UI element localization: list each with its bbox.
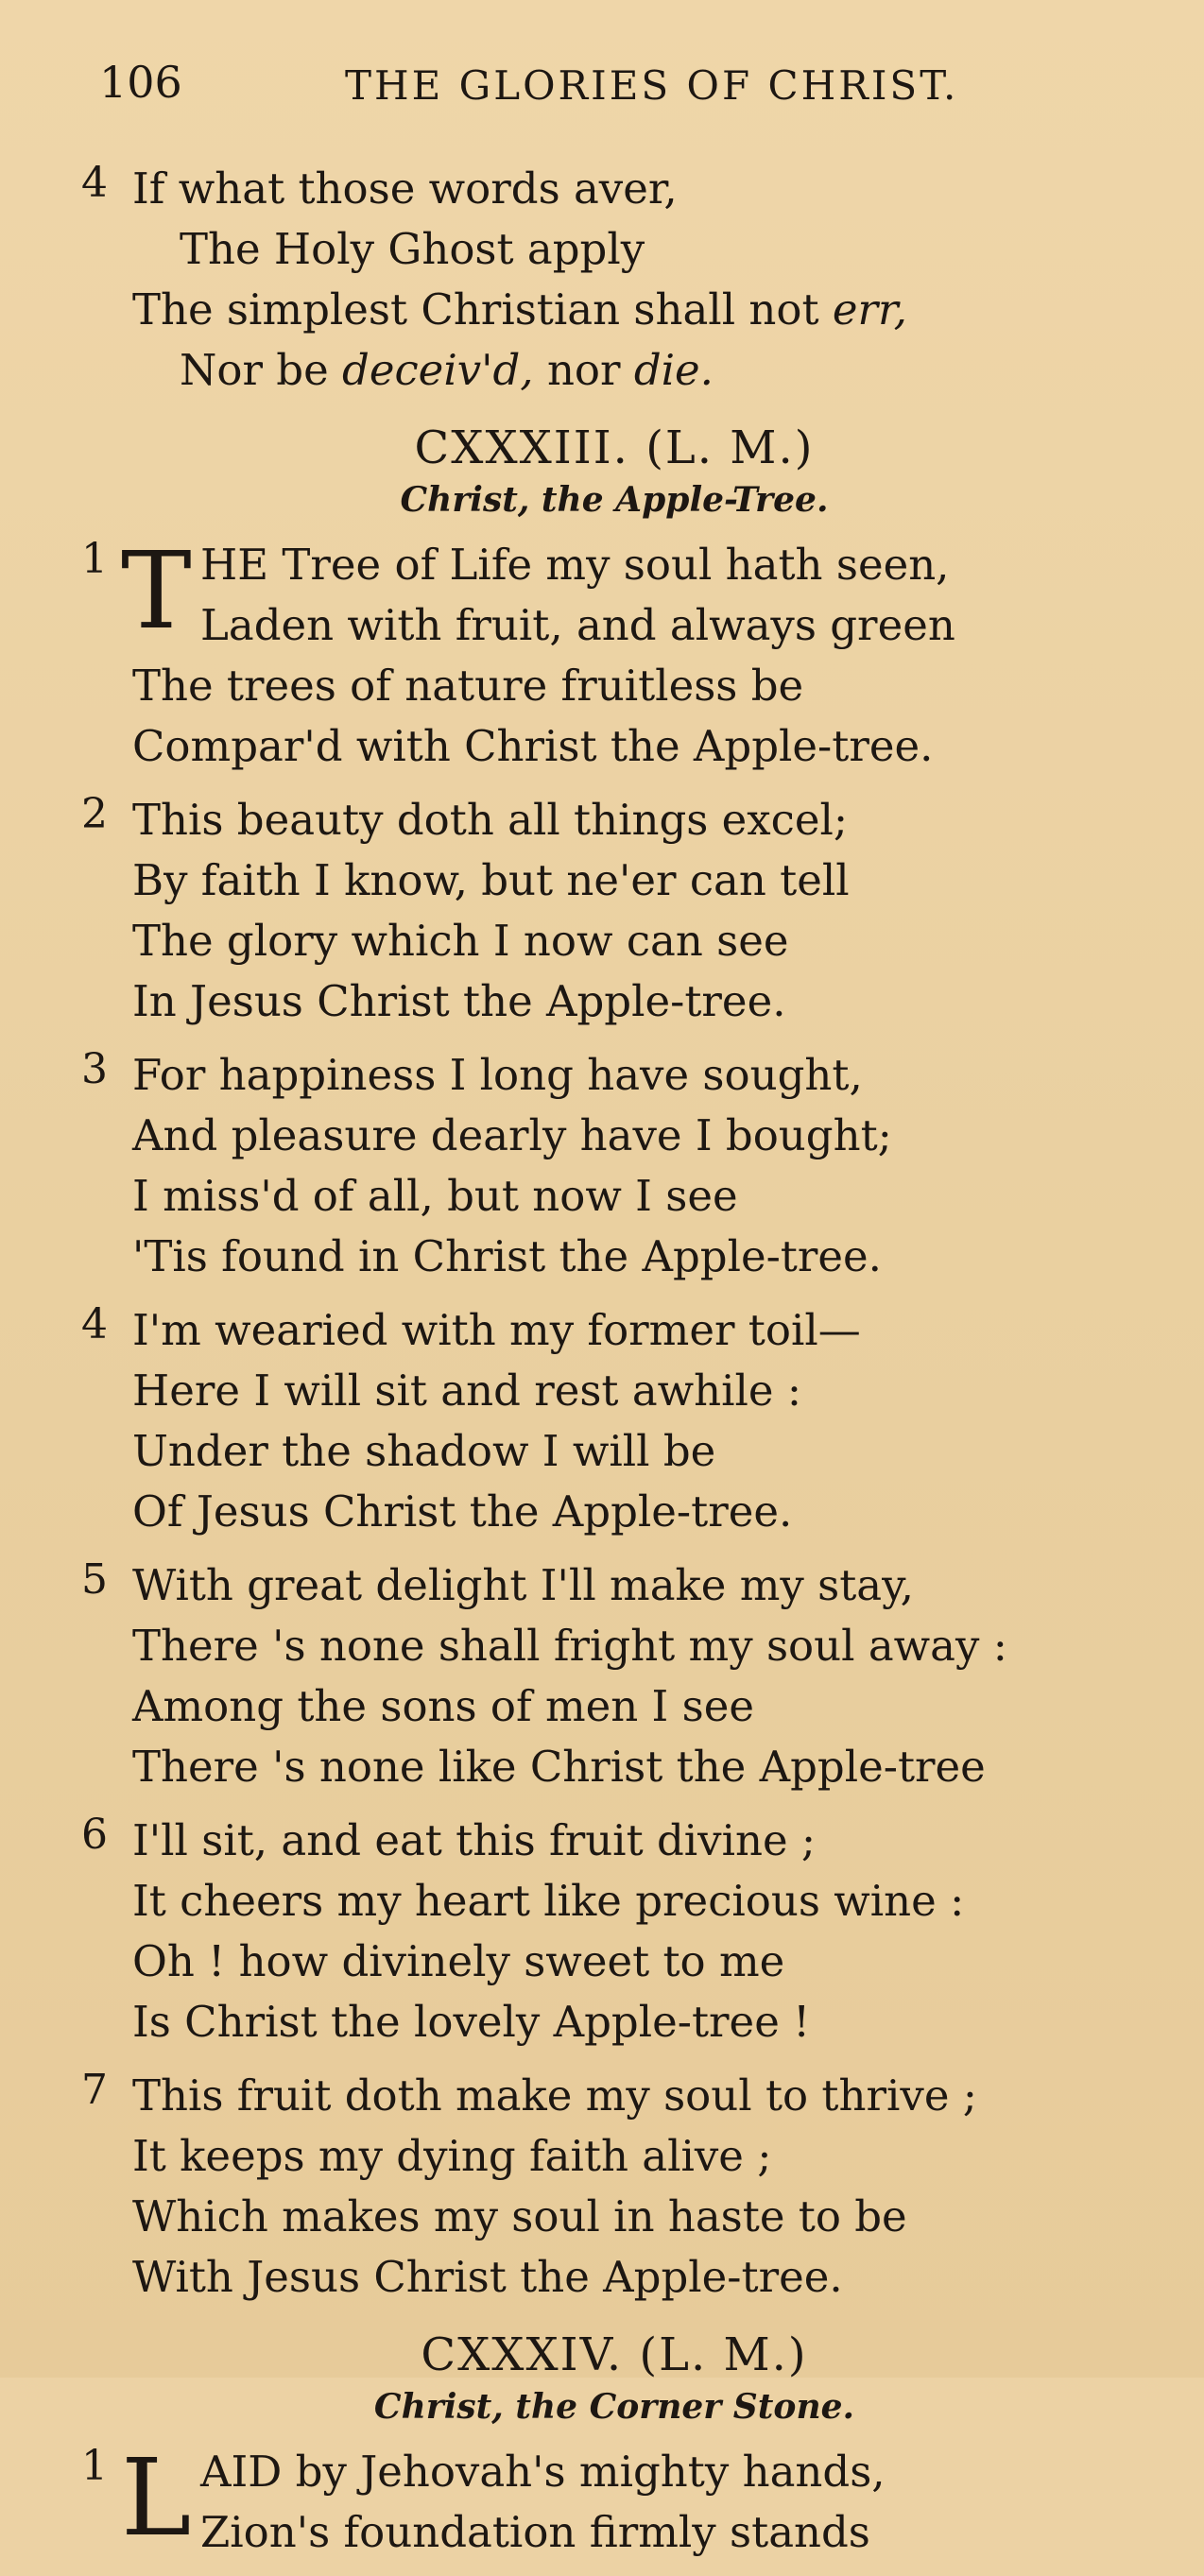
verse-line: Oh ! how divinely sweet to me: [132, 1936, 785, 1986]
verse-line: In Jesus Christ the Apple-tree.: [132, 976, 786, 1026]
stanza: [76, 2437, 1191, 2563]
page-number: 106: [99, 57, 182, 108]
verse-line: The Holy Ghost apply: [180, 224, 645, 274]
stanza: [76, 1811, 1191, 2052]
stanza-number: 2: [81, 790, 108, 838]
verse-line: This beauty doth all things excel;: [132, 795, 849, 845]
hymn-subheading: Christ, the Apple-Tree.: [400, 480, 829, 520]
verse-line: Nor be deceiv'd, nor die.: [180, 345, 714, 395]
verse-line: AID by Jehovah's mighty hands,: [200, 2447, 886, 2497]
verse-line: HE Tree of Life my soul hath seen,: [200, 540, 950, 590]
stanza-number: 4: [81, 1300, 108, 1348]
stanza: [76, 159, 1191, 401]
stanza: [76, 1045, 1191, 1287]
italic-word: err,: [832, 284, 907, 335]
stanza-number: 6: [81, 1811, 108, 1859]
verse-line: Is Christ the lovely Apple-tree !: [132, 1997, 811, 2047]
stanza: [76, 1555, 1191, 1797]
hymn-heading: CXXXIV. (L. M.): [421, 2328, 808, 2381]
running-title: THE GLORIES OF CHRIST.: [345, 62, 959, 109]
verse-line: I'll sit, and eat this fruit divine ;: [132, 1815, 817, 1865]
verse-line: The simplest Christian shall not err,: [132, 284, 907, 335]
drop-cap: L: [121, 2437, 192, 2560]
verse-line: It cheers my heart like precious wine :: [132, 1876, 965, 1926]
verse-line: Zion's foundation firmly stands: [200, 2507, 870, 2557]
verse-line: Compar'd with Christ the Apple-tree.: [132, 721, 934, 771]
drop-cap: T: [121, 530, 192, 653]
italic-word: die.: [633, 345, 714, 395]
verse-line: I'm wearied with my former toil—: [132, 1305, 861, 1355]
verse-line: Under the shadow I will be: [132, 1426, 716, 1476]
verse-line: 'Tis found in Christ the Apple-tree.: [132, 1231, 882, 1281]
verse-line: With Jesus Christ the Apple-tree.: [132, 2252, 843, 2302]
hymn-heading: CXXXIII. (L. M.): [414, 421, 815, 474]
stanza-number: 7: [81, 2066, 108, 2114]
verse-line: Among the sons of men I see: [132, 1681, 754, 1731]
verse-line: Of Jesus Christ the Apple-tree.: [132, 1486, 793, 1537]
stanza: [76, 1300, 1191, 1542]
verse-line: The trees of nature fruitless be: [132, 661, 804, 711]
verse-line: And pleasure dearly have I bought;: [132, 1110, 892, 1160]
verse-line: By faith I know, but ne'er can tell: [132, 855, 850, 905]
verse-line: There 's none like Christ the Apple-tree: [132, 1742, 986, 1792]
verse-line: This fruit doth make my soul to thrive ;: [132, 2070, 977, 2121]
verse-line: With great delight I'll make my stay,: [132, 1560, 914, 1610]
verse-line: I miss'd of all, but now I see: [132, 1171, 738, 1221]
stanza-number: 1: [81, 535, 108, 583]
stanza: [76, 530, 1191, 777]
stanza-number: 1: [81, 2442, 108, 2490]
stanza-number: 4: [81, 159, 108, 207]
stanza-number: 3: [81, 1045, 108, 1093]
verse-line: Laden with fruit, and always green: [200, 600, 955, 650]
verse-line: There 's none shall fright my soul away :: [132, 1621, 1007, 1671]
page-body: [76, 159, 1191, 2576]
stanza-number: 5: [81, 1555, 108, 1604]
hymn-subheading: Christ, the Corner Stone.: [373, 2387, 855, 2427]
page-header: [99, 57, 1139, 123]
stanza: [76, 2066, 1191, 2308]
verse-line: It keeps my dying faith alive ;: [132, 2131, 772, 2181]
verse-line: Here I will sit and rest awhile :: [132, 1365, 802, 1416]
verse-line: For happiness I long have sought,: [132, 1050, 863, 1100]
verse-line: If what those words aver,: [132, 163, 678, 214]
verse-line: The glory which I now can see: [132, 916, 789, 966]
italic-word: deceiv'd,: [342, 345, 534, 395]
stanza: [76, 790, 1191, 1032]
verse-line: Which makes my soul in haste to be: [132, 2191, 907, 2241]
